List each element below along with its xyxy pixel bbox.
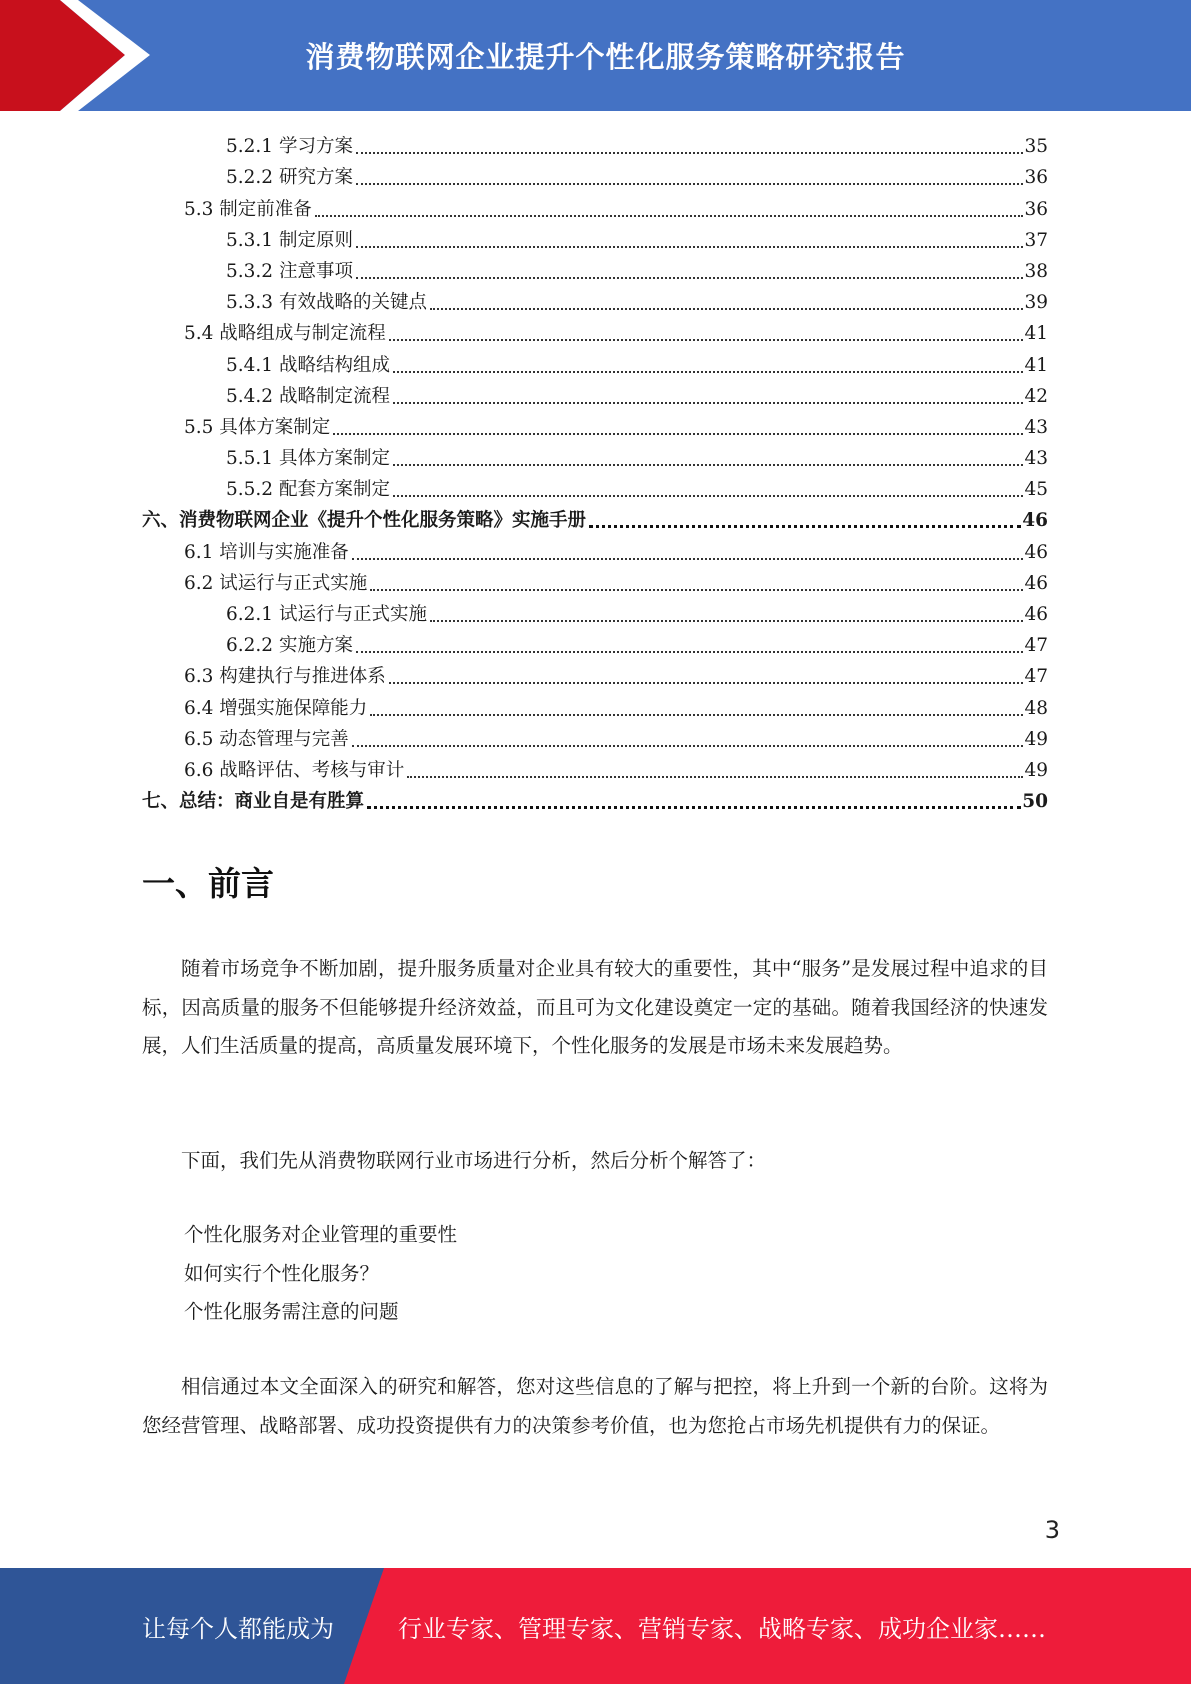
- toc-entry[interactable]: [142, 565, 1048, 596]
- toc-entry[interactable]: [142, 222, 1048, 253]
- toc-entry[interactable]: [142, 627, 1048, 658]
- toc-entry-page: 48: [1024, 697, 1048, 719]
- toc-dot-leader: [370, 708, 1023, 716]
- question-list-item: 如何实行个性化服务？: [184, 1261, 380, 1285]
- toc-dot-leader: [430, 302, 1023, 310]
- toc-entry-page: 39: [1024, 292, 1048, 314]
- toc-dot-leader: [352, 552, 1024, 560]
- toc-entry-label: 5.4.1 战略结构组成: [226, 354, 390, 376]
- toc-entry-label: 5.2.2 研究方案: [226, 167, 353, 189]
- toc-entry-page: 46: [1024, 541, 1048, 563]
- toc-entry-page: 49: [1024, 728, 1048, 750]
- toc-entry-page: 43: [1024, 416, 1048, 438]
- toc-entry[interactable]: [142, 253, 1048, 284]
- toc-entry-label: 5.5.1 具体方案制定: [226, 448, 390, 470]
- toc-entry[interactable]: [142, 689, 1048, 720]
- toc-entry-label: 6.5 动态管理与完善: [184, 728, 349, 750]
- toc-dot-leader: [356, 146, 1024, 154]
- toc-dot-leader: [367, 800, 1021, 809]
- toc-dot-leader: [389, 333, 1024, 341]
- toc-entry-label: 5.5.2 配套方案制定: [226, 479, 390, 501]
- toc-entry[interactable]: [142, 752, 1048, 783]
- section-title: 一、前言: [142, 864, 274, 903]
- toc-entry-page: 46: [1024, 572, 1048, 594]
- toc-dot-leader: [393, 365, 1023, 373]
- toc-entry-label: 5.3.3 有效战略的关键点: [226, 292, 427, 314]
- toc-entry[interactable]: [142, 721, 1048, 752]
- header-title: 消费物联网企业提升个性化服务策略研究报告: [305, 40, 906, 74]
- toc-entry-page: 37: [1024, 229, 1048, 251]
- toc-entry-page: 35: [1024, 136, 1048, 158]
- question-list-item: 个性化服务对企业管理的重要性: [184, 1223, 458, 1246]
- toc-entry-label: 6.2.1 试运行与正式实施: [226, 604, 427, 625]
- toc-dot-leader: [393, 489, 1023, 497]
- page-number: 3: [1044, 1516, 1060, 1544]
- toc-entry-page: 45: [1024, 479, 1048, 501]
- toc-dot-leader: [407, 770, 1023, 778]
- toc-entry-label: 七、总结：商业自是有胜算: [142, 791, 365, 813]
- toc-entry-label: 5.5 具体方案制定: [184, 416, 331, 438]
- toc-entry-label: 5.4 战略组成与制定流程: [184, 323, 386, 345]
- toc-entry-label: 5.2.1 学习方案: [226, 136, 353, 158]
- intro-paragraph-3: 相信通过本文全面深入的研究和解答，您对这些信息的了解与把控，将上升到一个新的台阶。这将为您经营管理、战略部署、成功投资提供有力的决策参考价值，也为您抢占市场先机提供有力的保证。: [142, 1375, 1048, 1437]
- toc-entry-label: 5.4.2 战略制定流程: [226, 385, 390, 407]
- toc-entry-label: 5.3.1 制定原则: [226, 229, 353, 251]
- toc-entry-label: 6.4 增强实施保障能力: [184, 697, 368, 719]
- toc-entry[interactable]: [142, 284, 1048, 315]
- table-of-contents: [142, 128, 1048, 814]
- toc-entry[interactable]: [142, 658, 1048, 689]
- toc-dot-leader: [389, 676, 1024, 684]
- toc-entry[interactable]: [142, 378, 1048, 409]
- toc-entry[interactable]: [142, 315, 1048, 346]
- toc-entry-page: 41: [1024, 354, 1048, 376]
- toc-entry-page: 38: [1024, 260, 1048, 282]
- toc-entry[interactable]: [142, 409, 1048, 440]
- toc-entry[interactable]: [142, 471, 1048, 502]
- footer-slogan-right: 行业专家、管理专家、营销专家、战略专家、成功企业家……: [398, 1614, 1046, 1643]
- toc-entry-page: 41: [1024, 323, 1048, 345]
- toc-dot-leader: [352, 739, 1024, 747]
- toc-entry[interactable]: [142, 346, 1048, 377]
- toc-dot-leader: [356, 177, 1024, 185]
- toc-entry-page: 36: [1024, 167, 1048, 189]
- toc-dot-leader: [370, 583, 1023, 591]
- toc-entry-page: 49: [1024, 759, 1048, 781]
- toc-dot-leader: [589, 519, 1021, 528]
- toc-dot-leader: [393, 458, 1023, 466]
- question-list-item: 个性化服务需注意的问题: [184, 1300, 399, 1323]
- toc-dot-leader: [393, 396, 1023, 404]
- toc-dot-leader: [356, 645, 1024, 653]
- toc-entry-page: 46: [1022, 510, 1048, 532]
- toc-entry[interactable]: [142, 440, 1048, 471]
- intro-paragraph-2: 下面，我们先从消费物联网行业市场进行分析，然后分析个解答了：: [181, 1149, 767, 1172]
- toc-entry-label: 5.3.2 注意事项: [226, 260, 353, 282]
- toc-dot-leader: [315, 209, 1024, 217]
- footer-slogan-left: 让每个人都能成为: [142, 1614, 334, 1643]
- page-header: [0, 0, 1191, 111]
- toc-entry-label: 6.3 构建执行与推进体系: [184, 666, 386, 688]
- toc-entry-page: 43: [1024, 448, 1048, 470]
- toc-entry[interactable]: [142, 128, 1048, 159]
- intro-paragraph-1: 随着市场竞争不断加剧，提升服务质量对企业具有较大的重要性，其中“服务”是发展过程中追求的目标，因高质量的服务不但能够提升经济效益，而且可为文化建设奠定一定的基础。随着我国经济的快速发展，人们生活质量的提高，高质量发展环境下，个性化服务的发展是市场未来发展趋势。: [142, 957, 1048, 1057]
- toc-dot-leader: [430, 614, 1023, 622]
- toc-dot-leader: [333, 427, 1023, 435]
- toc-entry-label: 6.2 试运行与正式实施: [184, 572, 368, 594]
- toc-entry-label: 六、消费物联网企业《提升个性化服务策略》实施手册: [142, 510, 587, 532]
- toc-entry-page: 47: [1024, 635, 1048, 657]
- toc-entry-label: 6.2.2 实施方案: [226, 635, 353, 657]
- toc-entry[interactable]: [142, 159, 1048, 190]
- toc-entry-label: 6.6 战略评估、考核与审计: [184, 759, 405, 781]
- toc-entry-page: 36: [1024, 198, 1048, 220]
- toc-entry[interactable]: [142, 783, 1048, 814]
- toc-entry-page: 50: [1022, 791, 1048, 813]
- question-list: [184, 1216, 457, 1332]
- page-footer: [0, 1568, 1191, 1684]
- toc-entry-page: 47: [1024, 666, 1048, 688]
- toc-entry[interactable]: [142, 502, 1048, 533]
- toc-dot-leader: [356, 240, 1024, 248]
- toc-entry[interactable]: [142, 596, 1048, 627]
- toc-entry[interactable]: [142, 533, 1048, 564]
- toc-dot-leader: [356, 271, 1024, 279]
- toc-entry-page: 42: [1024, 385, 1048, 407]
- toc-entry-label: 6.1 培训与实施准备: [184, 541, 349, 563]
- toc-entry-page: 46: [1024, 604, 1048, 625]
- toc-entry-label: 5.3 制定前准备: [184, 198, 312, 220]
- toc-entry[interactable]: [142, 190, 1048, 221]
